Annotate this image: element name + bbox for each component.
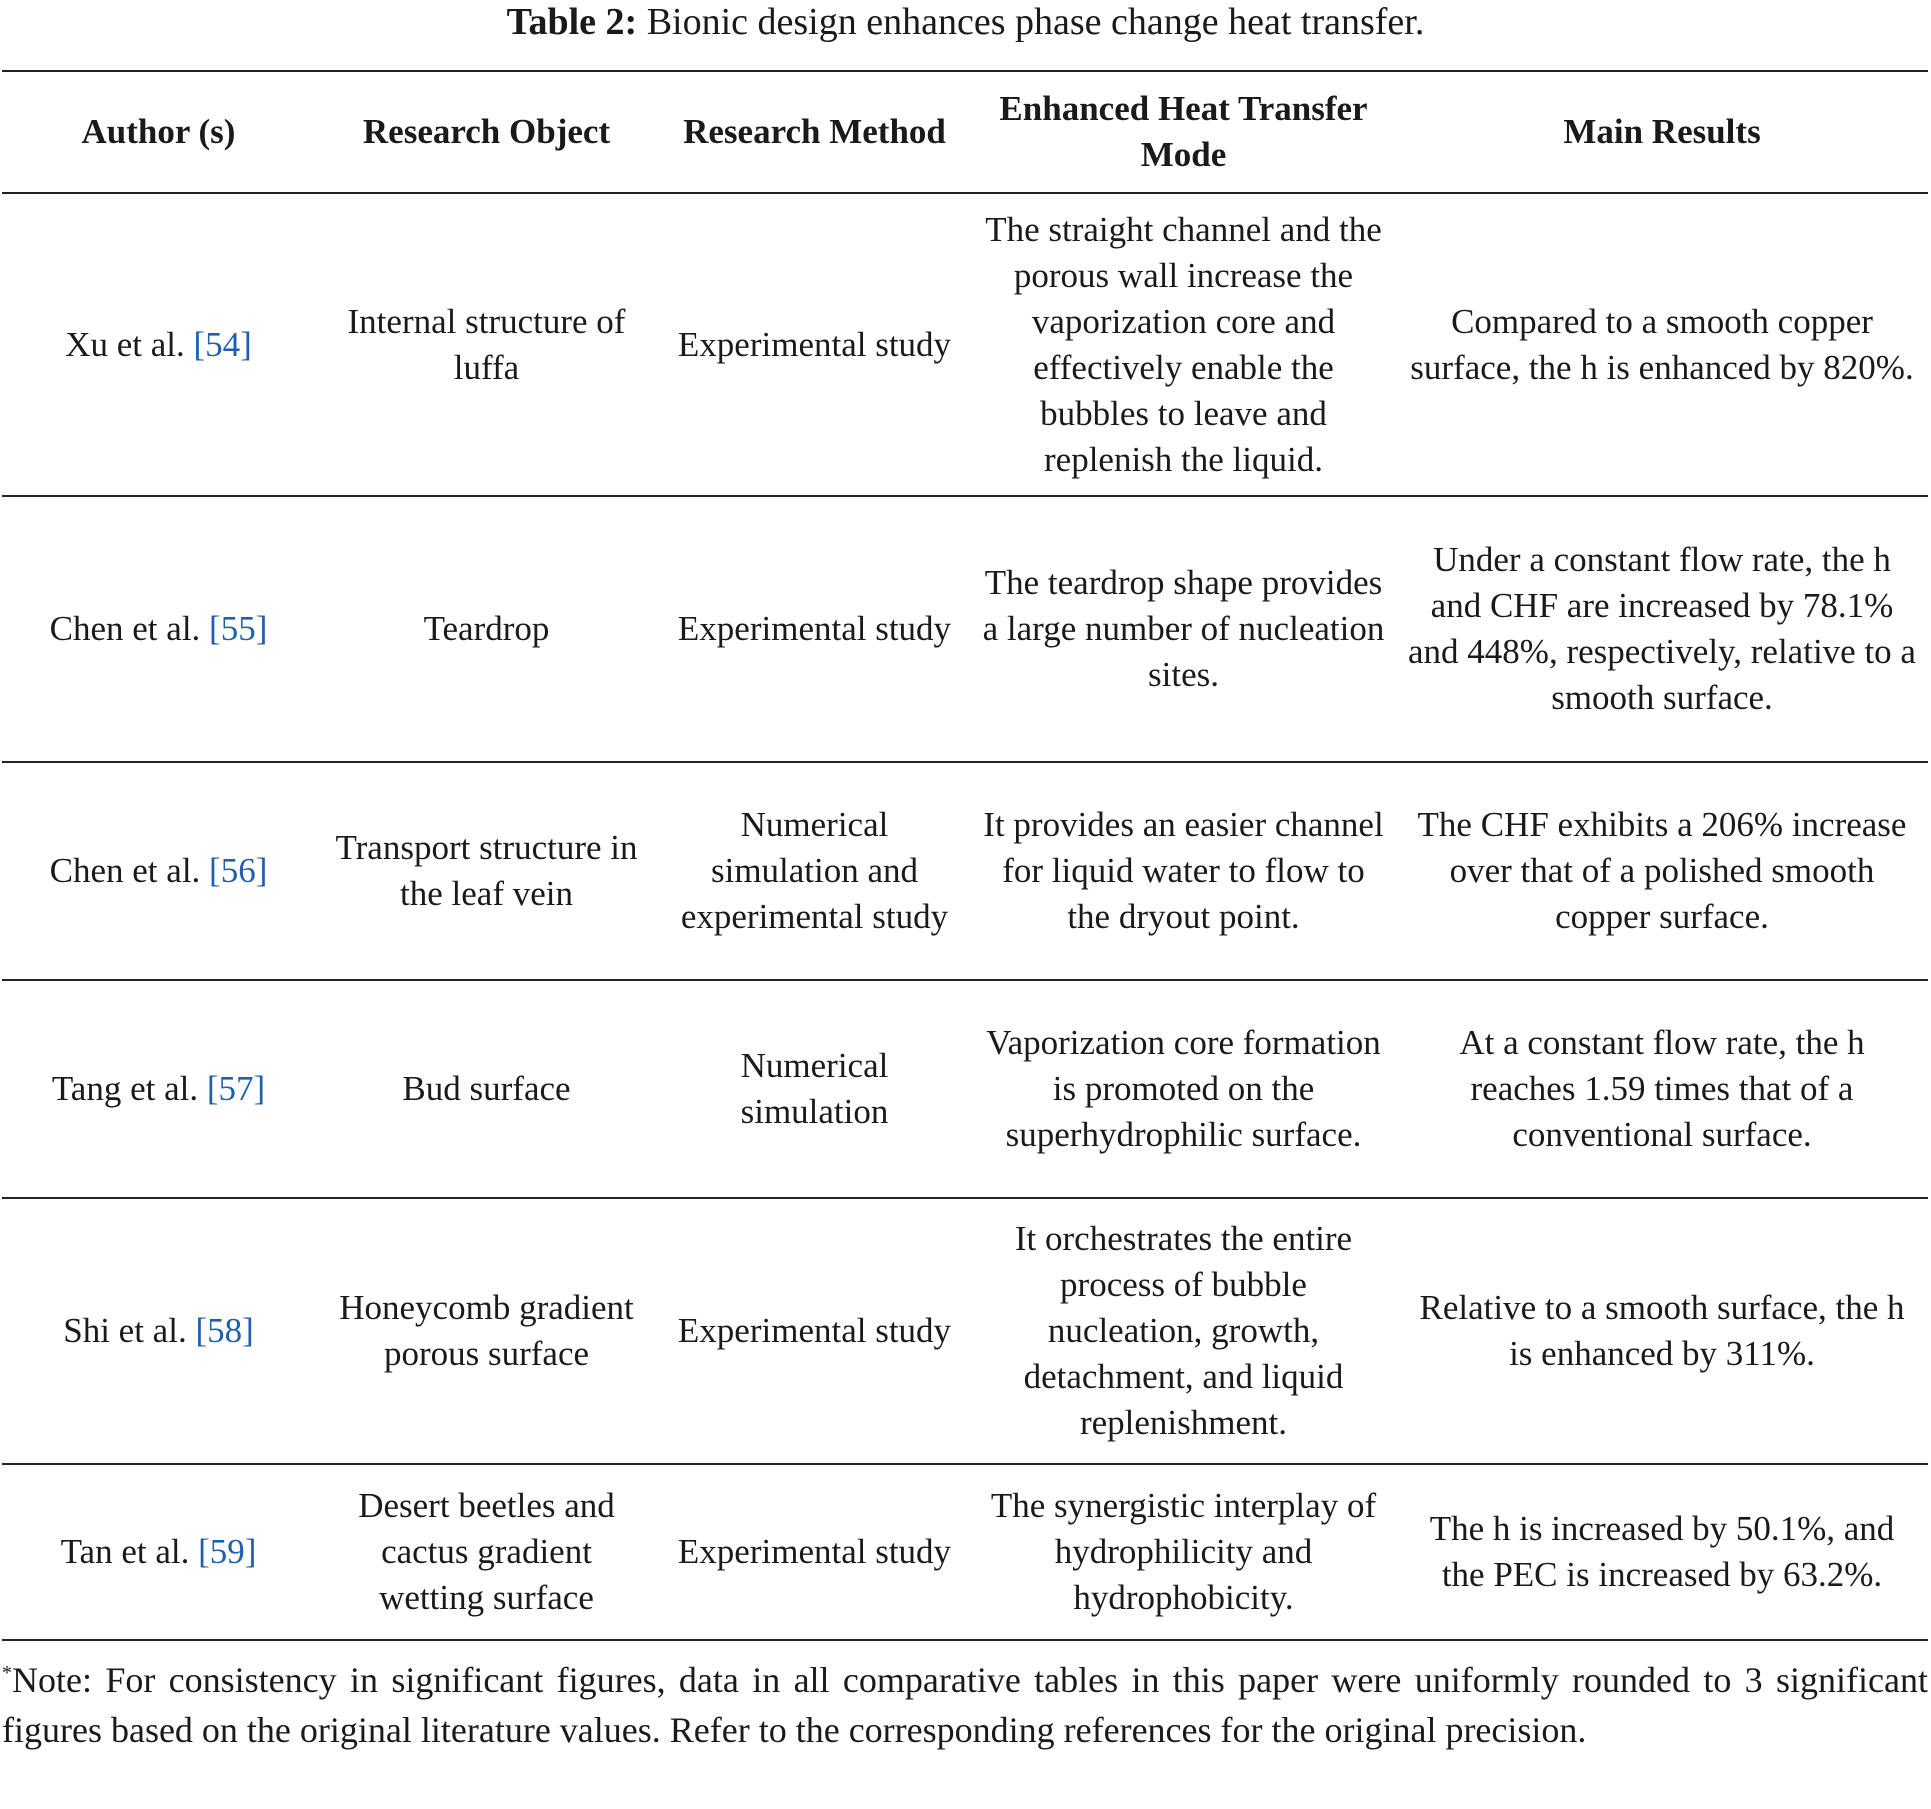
cell-author: [2, 980, 315, 1198]
table-footnote: [2, 1655, 1928, 1755]
cell-heat-transfer-mode: Vaporization core formation is promoted on the superhydrophilic surface.: [986, 1023, 1381, 1154]
cell-research-method: Experimental study: [677, 324, 952, 364]
author-name: Chen et al.: [49, 851, 210, 890]
author-name: Tang et al.: [51, 1069, 207, 1108]
table-header-row: [2, 71, 1928, 193]
cell-research-method: Numerical simulation and experimental study: [680, 805, 949, 936]
cell-research-object: Bud surface: [402, 1069, 571, 1108]
cell-heat-transfer-mode: It provides an easier channel for liquid water to flow to the dryout point.: [983, 805, 1384, 936]
header-research-object: Research Object: [362, 112, 611, 151]
table-caption: [0, 0, 1931, 44]
reference-link[interactable]: [57]: [206, 1069, 266, 1108]
header-main-results: Main Results: [1563, 112, 1761, 151]
caption-label: Table 2:: [506, 1, 638, 43]
cell-main-results: The CHF exhibits a 206% increase over that of a polished smooth copper surface.: [1417, 805, 1907, 936]
cell-heat-transfer-mode: The straight channel and the porous wall increase the vaporization core and effectively enable the bubbles to leave and replenish the liquid.: [985, 209, 1382, 479]
table-container: [2, 70, 1928, 1641]
header-research-method: Research Method: [683, 112, 946, 151]
results-table: [2, 70, 1928, 1641]
author-name: Chen et al.: [49, 609, 210, 648]
author-name: Shi et al.: [63, 1311, 196, 1350]
cell-heat-transfer-mode: It orchestrates the entire process of bubble nucleation, growth, detachment, and liquid replenishment.: [1014, 1219, 1353, 1442]
reference-link[interactable]: [56]: [209, 851, 268, 890]
author-name: Tan et al.: [60, 1532, 199, 1571]
table-row: [2, 980, 1928, 1198]
table-row: [2, 496, 1928, 762]
cell-research-method: Numerical simulation: [740, 1046, 889, 1131]
cell-main-results: Relative to a smooth surface, the h is enhanced by 311%.: [1419, 1288, 1905, 1373]
header-author: Author (s): [81, 112, 236, 151]
cell-author: [2, 762, 315, 980]
cell-research-method: Experimental study: [677, 1532, 952, 1571]
cell-author: [2, 193, 315, 496]
cell-research-object: Desert beetles and cactus gradient wetting surface: [358, 1486, 615, 1617]
table-row: [2, 193, 1928, 496]
cell-main-results: The h is increased by 50.1%, and the PEC is increased by 63.2%.: [1429, 1509, 1895, 1594]
cell-author: [2, 1464, 315, 1640]
reference-link[interactable]: [55]: [209, 609, 268, 648]
cell-heat-transfer-mode: The synergistic interplay of hydrophilicity and hydrophobicity.: [990, 1486, 1377, 1617]
caption-text: Bionic design enhances phase change heat transfer.: [637, 1, 1425, 43]
reference-link[interactable]: [54]: [193, 324, 252, 364]
table-row: [2, 762, 1928, 980]
reference-link[interactable]: [58]: [195, 1311, 254, 1350]
cell-research-method: Experimental study: [677, 1311, 952, 1350]
cell-author: [2, 1198, 315, 1464]
reference-link[interactable]: [59]: [198, 1532, 257, 1571]
header-heat-transfer-mode: Enhanced Heat Transfer Mode: [999, 89, 1368, 174]
cell-research-object: Teardrop: [423, 609, 550, 648]
footnote-text: Note: For consistency in significant figures, data in all comparative tables in this paper were uniformly rounded to 3 significant figures based on the original literature values. Refer to the corresponding references for the original precision.: [2, 1660, 1928, 1750]
cell-main-results: Under a constant flow rate, the h and CHF are increased by 78.1% and 448%, respectively, relative to a smooth surface.: [1408, 540, 1916, 717]
cell-research-method: Experimental study: [677, 609, 952, 648]
cell-main-results: Compared to a smooth copper surface, the h is enhanced by 820%.: [1410, 301, 1914, 387]
author-name: Xu et al.: [65, 324, 194, 364]
table-row: [2, 1198, 1928, 1464]
cell-author: [2, 496, 315, 762]
table-row: [2, 1464, 1928, 1640]
footnote-mark: *: [2, 1662, 12, 1684]
cell-main-results: At a constant flow rate, the h reaches 1.59 times that of a conventional surface.: [1459, 1023, 1865, 1154]
cell-research-object: Transport structure in the leaf vein: [335, 828, 638, 913]
cell-research-object: Honeycomb gradient porous surface: [339, 1288, 634, 1373]
cell-research-object: Internal structure of luffa: [347, 301, 626, 387]
cell-heat-transfer-mode: The teardrop shape provides a large number of nucleation sites.: [982, 563, 1385, 694]
